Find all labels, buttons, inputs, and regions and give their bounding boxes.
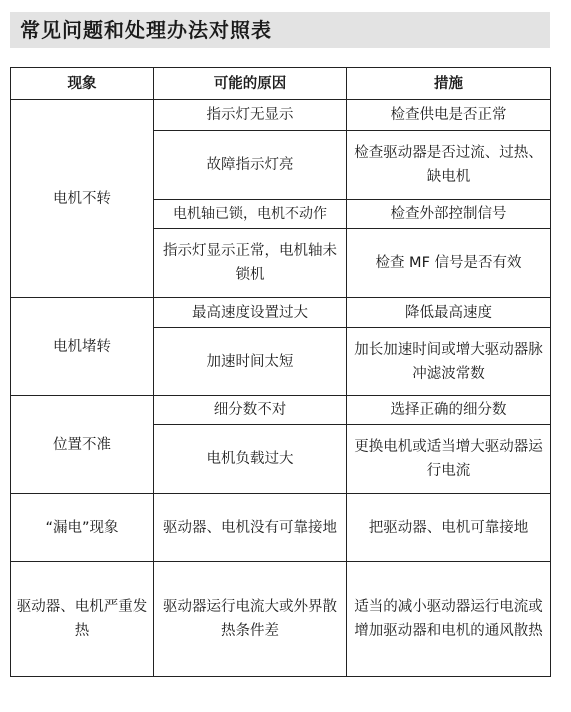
cause-cell: 指示灯无显示 bbox=[154, 100, 347, 131]
measure-cell: 更换电机或适当增大驱动器运行电流 bbox=[347, 425, 551, 494]
measure-cell: 适当的减小驱动器运行电流或增加驱动器和电机的通风散热 bbox=[347, 562, 551, 677]
measure-cell: 检查 MF 信号是否有效 bbox=[347, 229, 551, 298]
title-bar bbox=[10, 12, 550, 48]
cause-cell: 驱动器运行电流大或外界散热条件差 bbox=[154, 562, 347, 677]
table-row bbox=[11, 494, 551, 562]
cause-cell: 指示灯显示正常，电机轴未锁机 bbox=[154, 229, 347, 298]
cause-cell: 驱动器、电机没有可靠接地 bbox=[154, 494, 347, 562]
table-header-row bbox=[11, 68, 551, 100]
table-row bbox=[11, 100, 551, 131]
cause-cell: 细分数不对 bbox=[154, 396, 347, 425]
measure-cell: 检查外部控制信号 bbox=[347, 200, 551, 229]
measure-cell: 加长加速时间或增大驱动器脉冲滤波常数 bbox=[347, 328, 551, 396]
table-row bbox=[11, 298, 551, 328]
measure-cell: 检查供电是否正常 bbox=[347, 100, 551, 131]
phenomenon-cell: 电机不转 bbox=[11, 100, 154, 298]
cause-cell: 加速时间太短 bbox=[154, 328, 347, 396]
cause-cell: 电机轴已锁，电机不动作 bbox=[154, 200, 347, 229]
table-row bbox=[11, 396, 551, 425]
phenomenon-cell: 电机堵转 bbox=[11, 298, 154, 396]
measure-cell: 检查驱动器是否过流、过热、缺电机 bbox=[347, 131, 551, 200]
page-title: 常见问题和处理办法对照表 bbox=[20, 18, 272, 42]
measure-cell: 降低最高速度 bbox=[347, 298, 551, 328]
header-phenomenon: 现象 bbox=[11, 68, 154, 100]
measure-cell: 把驱动器、电机可靠接地 bbox=[347, 494, 551, 562]
cause-cell: 故障指示灯亮 bbox=[154, 131, 347, 200]
table-row bbox=[11, 562, 551, 677]
cause-cell: 电机负载过大 bbox=[154, 425, 347, 494]
header-measure: 措施 bbox=[347, 68, 551, 100]
phenomenon-cell: “漏电”现象 bbox=[11, 494, 154, 562]
measure-cell: 选择正确的细分数 bbox=[347, 396, 551, 425]
header-cause: 可能的原因 bbox=[154, 68, 347, 100]
troubleshooting-table bbox=[10, 67, 551, 677]
cause-cell: 最高速度设置过大 bbox=[154, 298, 347, 328]
phenomenon-cell: 位置不准 bbox=[11, 396, 154, 494]
phenomenon-cell: 驱动器、电机严重发热 bbox=[11, 562, 154, 677]
